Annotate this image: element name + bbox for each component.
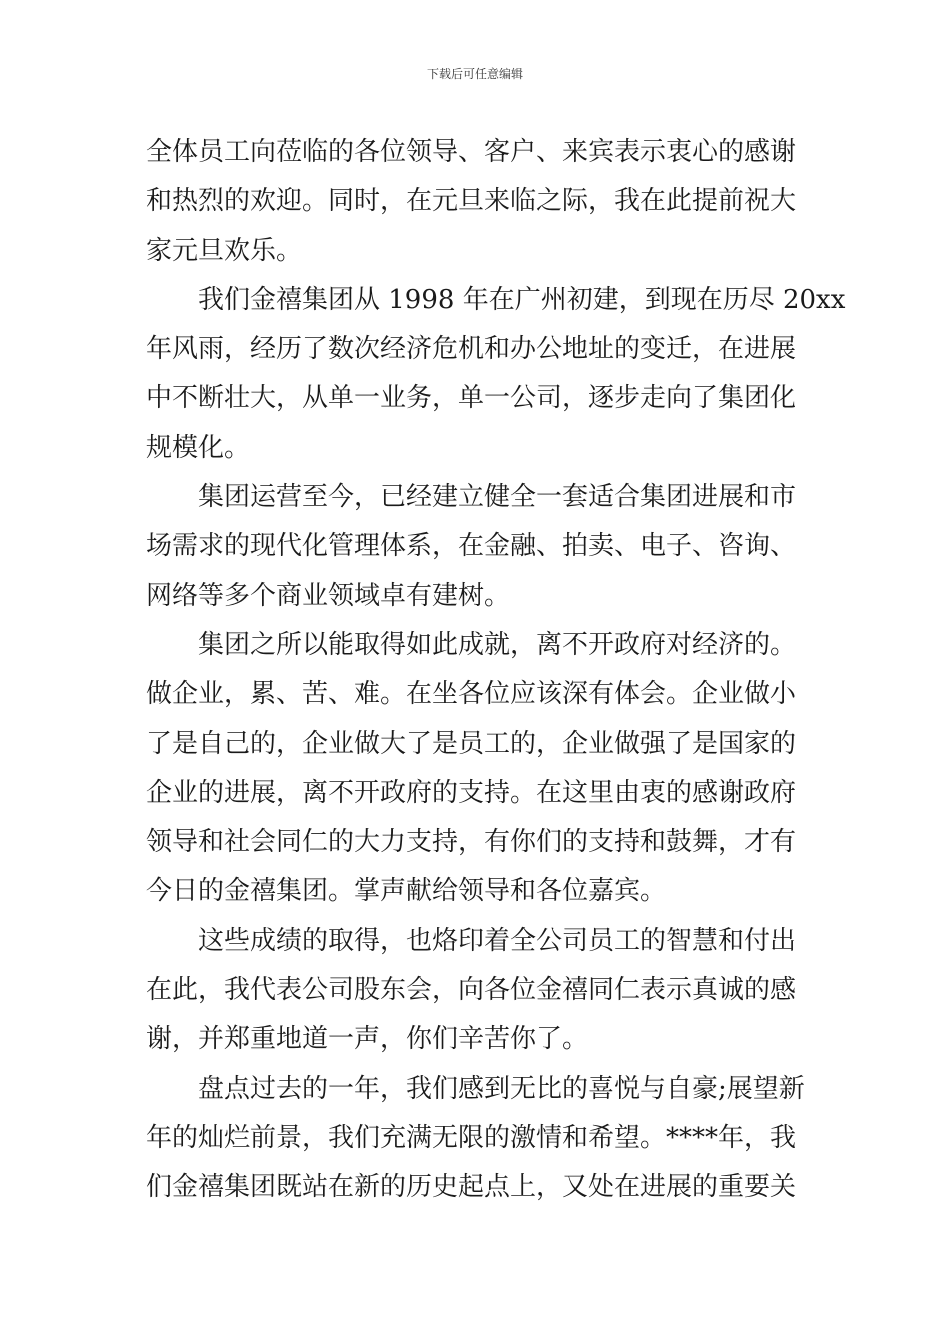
text-line: 和热烈的欢迎。同时，在元旦来临之际，我在此提前祝大 xyxy=(146,186,797,217)
page-header: 下载后可任意编辑 xyxy=(426,67,523,81)
text-line: 领导和社会同仁的大力支持，有你们的支持和鼓舞，才有 xyxy=(146,827,797,858)
text-line: 家元旦欢乐。 xyxy=(146,235,303,266)
text-line: 中不断壮大，从单一业务，单一公司，逐步走向了集团化 xyxy=(146,383,797,414)
text-line: 这些成绩的取得，也烙印着全公司员工的智慧和付出 xyxy=(198,925,797,956)
text-line: 集团之所以能取得如此成就，离不开政府对经济的。 xyxy=(198,629,797,660)
text-line: 规模化。 xyxy=(146,432,251,463)
text-line: 场需求的现代化管理体系，在金融、拍卖、电子、咨询、 xyxy=(146,531,797,562)
text-line: 盘点过去的一年，我们感到无比的喜悦与自豪;展望新 xyxy=(198,1073,805,1104)
document-body xyxy=(146,128,846,1213)
text-line: 全体员工向莅临的各位领导、客户、来宾表示衷心的感谢 xyxy=(146,137,797,167)
text-line: 谢，并郑重地道一声，你们辛苦你了。 xyxy=(146,1024,589,1055)
text-line: 们金禧集团既站在新的历史起点上，又处在进展的重要关 xyxy=(146,1172,797,1203)
text-line: 年风雨，经历了数次经济危机和办公地址的变迁，在进展 xyxy=(146,334,797,365)
text-line: 做企业，累、苦、难。在坐各位应该深有体会。企业做小 xyxy=(146,679,797,710)
text-line: 今日的金禧集团。掌声献给领导和各位嘉宾。 xyxy=(146,876,667,907)
text-line: 在此，我代表公司股东会，向各位金禧同仁表示真诚的感 xyxy=(146,975,797,1006)
text-line: 集团运营至今，已经建立健全一套适合集团进展和市 xyxy=(198,482,797,513)
text-line: 了是自己的，企业做大了是员工的，企业做强了是国家的 xyxy=(146,728,797,759)
text-line: 网络等多个商业领域卓有建树。 xyxy=(146,580,511,611)
text-line: 我们金禧集团从 1998 年在广州初建，到现在历尽 20xx xyxy=(198,284,846,315)
text-line: 企业的进展，离不开政府的支持。在这里由衷的感谢政府 xyxy=(146,777,797,808)
text-line: 年的灿烂前景，我们充满无限的激情和希望。****年，我 xyxy=(146,1122,797,1153)
